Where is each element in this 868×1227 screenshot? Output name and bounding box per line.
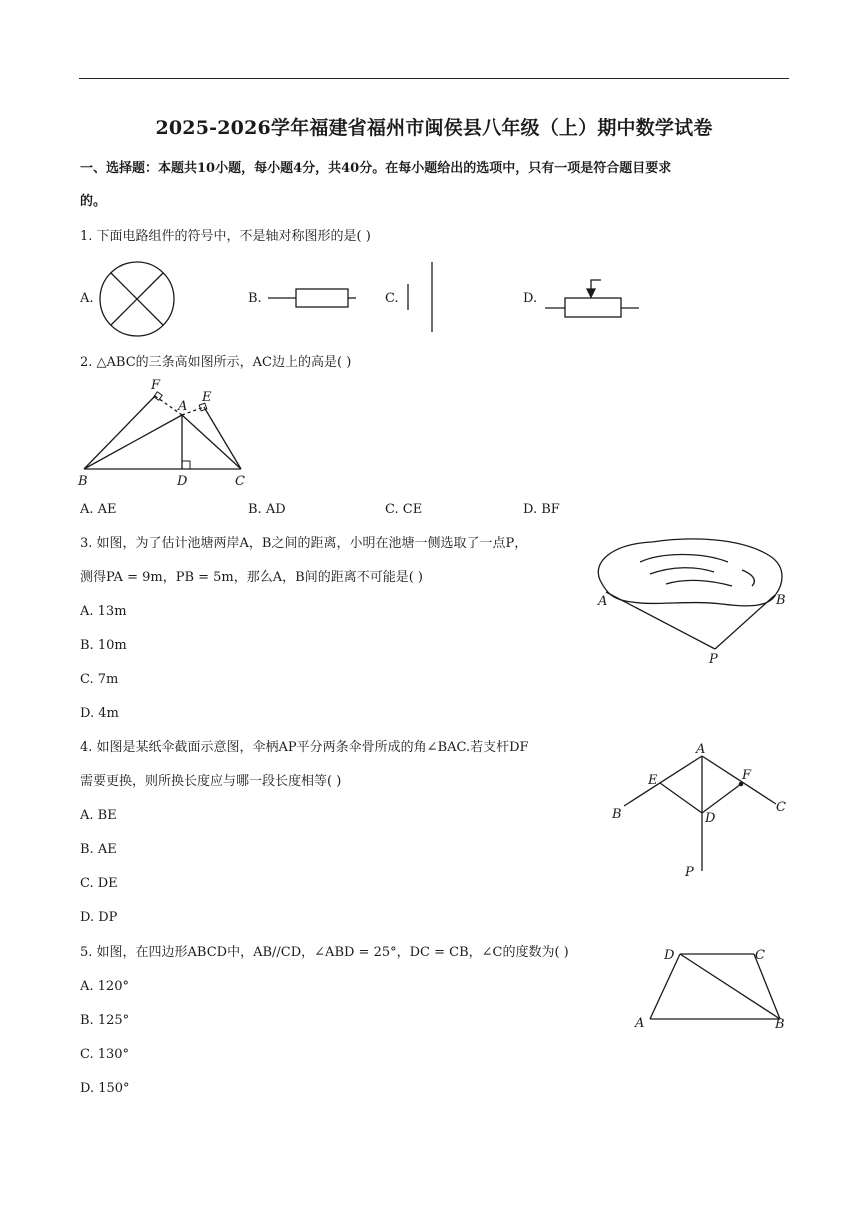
q2-option-d: D. BF bbox=[523, 502, 560, 517]
q5-stem: 5. 如图，在四边形ABCD中，AB//CD，∠ABD = 25°，DC = CB，∠C的度数为( ) bbox=[80, 945, 569, 960]
q2-label-b: B bbox=[78, 474, 88, 489]
q5-label-a: A bbox=[635, 1016, 645, 1031]
q4-option-c: C. DE bbox=[80, 876, 118, 891]
q3-stem-line1: 3. 如图，为了估计池塘两岸A，B之间的距离，小明在池塘一侧选取了一点P， bbox=[80, 536, 528, 551]
q2-label-c: C bbox=[235, 474, 245, 489]
q4-label-p: P bbox=[685, 865, 694, 880]
quadrilateral-figure bbox=[634, 942, 794, 1034]
q2-option-b: B. AD bbox=[248, 502, 286, 517]
q1-option-a: A. bbox=[80, 291, 94, 306]
q4-option-a: A. BE bbox=[80, 808, 117, 823]
q4-label-e: E bbox=[648, 773, 658, 788]
q3-label-b: B bbox=[776, 593, 786, 608]
q4-label-a: A bbox=[696, 742, 706, 757]
q4-stem-line2: 需要更换，则所换长度应与哪一段长度相等( ) bbox=[80, 774, 342, 789]
q2-option-a: A. AE bbox=[80, 502, 117, 517]
q1-option-d: D. bbox=[523, 291, 538, 306]
q5-option-a: A. 120° bbox=[80, 979, 129, 994]
q5-option-b: B. 125° bbox=[80, 1013, 130, 1028]
q5-option-d: D. 150° bbox=[80, 1081, 130, 1096]
resistor-symbol-figure bbox=[266, 286, 356, 310]
header-rule bbox=[79, 78, 789, 79]
q2-label-d: D bbox=[177, 474, 188, 489]
q1-option-b: B. bbox=[248, 291, 262, 306]
umbrella-figure bbox=[608, 738, 794, 884]
q5-option-c: C. 130° bbox=[80, 1047, 130, 1062]
pond-figure bbox=[592, 534, 792, 668]
q5-label-d: D bbox=[664, 948, 675, 963]
q3-option-c: C. 7m bbox=[80, 672, 119, 687]
q4-label-b: B bbox=[612, 807, 622, 822]
q5-label-b: B bbox=[775, 1017, 785, 1032]
rheostat-symbol-figure bbox=[545, 274, 641, 322]
page-title: 2025-2026学年福建省福州市闽侯县八年级（上）期中数学试卷 bbox=[155, 117, 713, 139]
q4-label-f: F bbox=[742, 768, 752, 783]
q2-label-a: A bbox=[178, 399, 188, 414]
section-heading-line1: 一、选择题：本题共10小题，每小题4分，共40分。在每小题给出的选项中，只有一项是符合题目要求 bbox=[80, 161, 672, 176]
q2-label-e: E bbox=[202, 390, 212, 405]
capacitor-symbol-figure bbox=[403, 260, 439, 336]
q4-stem-line1: 4. 如图是某纸伞截面示意图，伞柄AP平分两条伞骨所成的角∠BAC.若支杆DF bbox=[80, 740, 529, 755]
q4-label-c: C bbox=[776, 800, 786, 815]
q4-option-d: D. DP bbox=[80, 910, 118, 925]
q3-label-a: A bbox=[598, 594, 608, 609]
triangle-altitudes-figure bbox=[78, 376, 258, 488]
q1-stem: 1. 下面电路组件的符号中，不是轴对称图形的是( ) bbox=[80, 229, 371, 244]
section-heading-line2: 的。 bbox=[80, 194, 107, 209]
q5-label-c: C bbox=[755, 948, 765, 963]
lamp-symbol-figure bbox=[98, 260, 178, 340]
q3-option-a: A. 13m bbox=[80, 604, 127, 619]
q3-label-p: P bbox=[709, 652, 718, 667]
q3-option-d: D. 4m bbox=[80, 706, 119, 721]
q2-option-c: C. CE bbox=[385, 502, 423, 517]
q3-stem-line2: 测得PA = 9m，PB = 5m，那么A，B间的距离不可能是( ) bbox=[80, 570, 423, 585]
q4-label-d: D bbox=[705, 811, 716, 826]
q2-stem: 2. △ABC的三条高如图所示，AC边上的高是( ) bbox=[80, 355, 352, 370]
q4-option-b: B. AE bbox=[80, 842, 117, 857]
q1-option-c: C. bbox=[385, 291, 399, 306]
q2-label-f: F bbox=[151, 378, 161, 393]
q3-option-b: B. 10m bbox=[80, 638, 127, 653]
